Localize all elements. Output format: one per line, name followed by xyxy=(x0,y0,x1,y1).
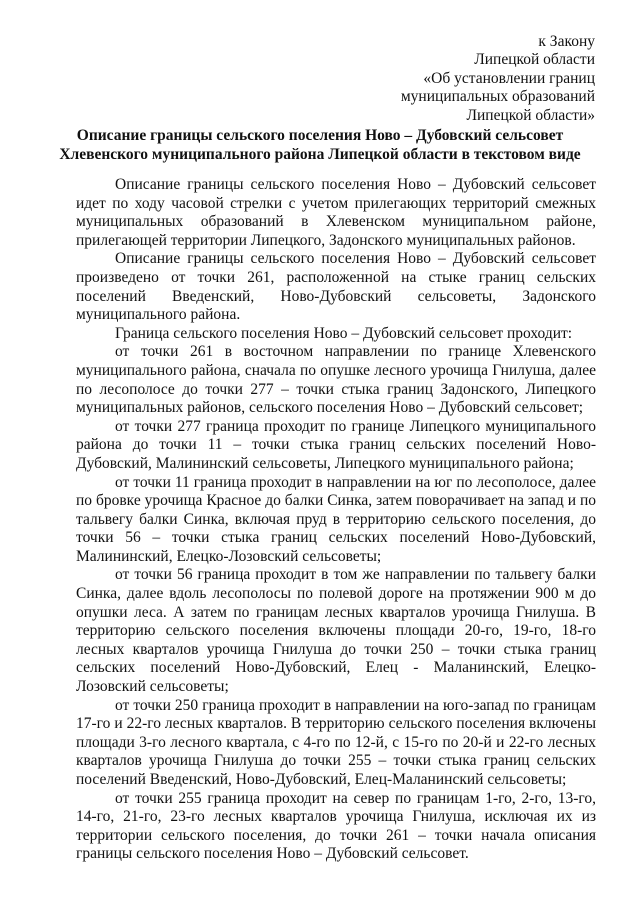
body-paragraph: от точки 250 граница проходит в направлении на юго-запад по границам 17-го и 22-го лесных кварталов. В территорию сельского поселения включены площади 3-го лесного квартала, с 4-го по 12-й, с 15-го по 20-й и 22-го лесных кварталов урочища Гнилуша до точки 255 – точки стыка границ сельских поселений Введенский, Ново-Дубовский, Елец-Маланинский сельсоветы; xyxy=(76,696,596,788)
body-paragraph: Описание границы сельского поселения Ново – Дубовский сельсовет идет по ходу часовой стрелки с учетом прилегающих территорий смежных муниципальных образований в Хлевенском муниципальном районе, прилегающей территории Липецкого, Задонского муниципальных районов. xyxy=(76,176,596,249)
annex-header xyxy=(335,33,595,125)
annex-line: «Об установлении границ xyxy=(423,69,595,87)
body-paragraph: от точки 11 граница проходит в направлении на юг по лесополосе, далее по бровке урочища Красное до балки Синка, затем поворачивает на запад и по тальвегу балки Синка, включая пруд в территорию сельского поселения, до точки 56 – точки стыка границ сельских поселений Ново-Дубовский, Малининский, Елецко-Лозовский сельсоветы; xyxy=(76,473,596,565)
document-body xyxy=(76,176,596,864)
body-paragraph: от точки 255 граница проходит на север по границам 1-го, 2-го, 13-го, 14-го, 21-го, 23-го лесных кварталов урочища Гнилуша, исключая их из территории сельского поселения, до точки 261 – точки начала описания границы сельского поселения Ново – Дубовский сельсовет. xyxy=(76,789,596,863)
annex-line: муниципальных образований xyxy=(400,88,595,106)
title-line: Хлевенского муниципального района Липецкой области в текстовом виде xyxy=(59,146,581,163)
annex-line: Липецкой области» xyxy=(466,106,595,124)
body-paragraph: от точки 56 граница проходит в том же направлении по тальвегу балки Синка, далее вдоль лесополосы по полевой дороге на протяжении 900 м до опушки леса. А затем по границам лесных кварталов урочища Гнилуша. В территорию сельского поселения включены площади 20-го, 19-го, 18-го лесных кварталов урочища Гнилуша до точки 250 – точки стыка границ сельских поселений Ново-Дубовский, Елец - Маланинский, Елецко-Лозовский сельсоветы; xyxy=(76,566,596,696)
body-paragraph: от точки 261 в восточном направлении по границе Хлевенского муниципального района, сначала по опушке лесного урочища Гнилуша, далее по лесополосе до точки 277 – точки стыка границ Задонского, Липецкого муниципальных районов, сельского поселения Ново – Дубовский сельсовет; xyxy=(76,343,596,417)
title-line: Описание границы сельского поселения Ново – Дубовский сельсовет xyxy=(76,127,564,144)
document-title xyxy=(40,126,600,164)
annex-line: Липецкой области xyxy=(474,51,595,69)
body-paragraph: Граница сельского поселения Ново – Дубовский сельсовет проходит: xyxy=(115,324,573,342)
annex-line: к Закону xyxy=(538,33,595,50)
body-paragraph: от точки 277 граница проходит по границе Липецкого муниципального района до точки 11 – точки стыка границ сельских поселений Ново-Дубовский, Малининский сельсоветы, Липецкого муниципального района; xyxy=(76,417,596,472)
body-paragraph: Описание границы сельского поселения Ново – Дубовский сельсовет произведено от точки 261, расположенной на стыке границ сельских поселений Введенский, Ново-Дубовский сельсоветы, Задонского муниципального района. xyxy=(76,250,596,324)
